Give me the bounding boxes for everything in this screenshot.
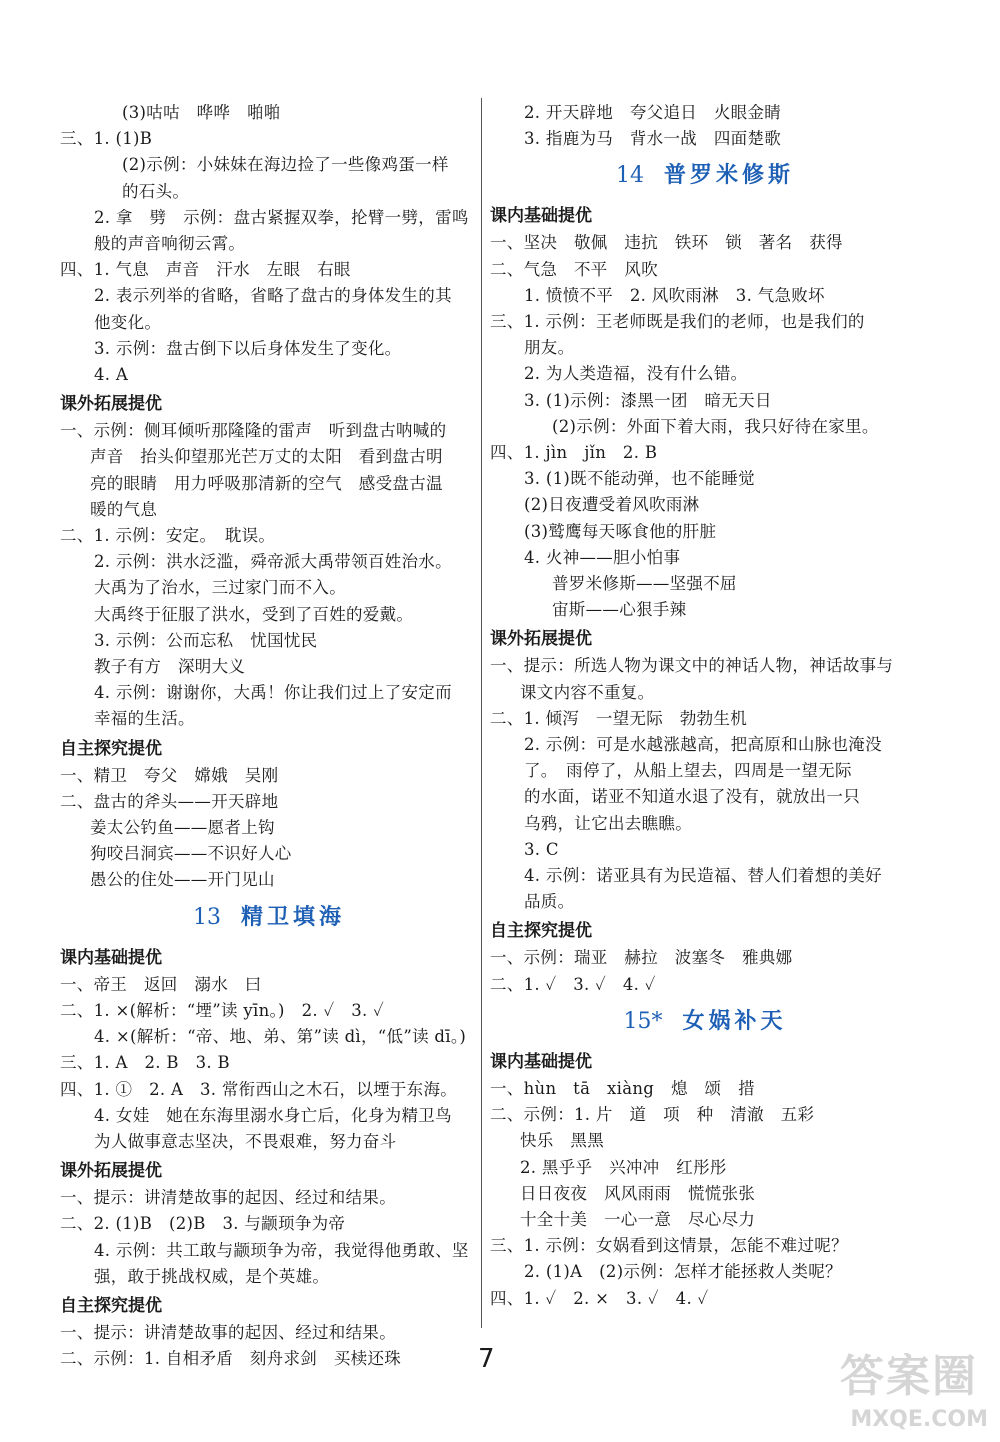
answer-line: 一、帝王 返回 溺水 曰	[60, 974, 262, 994]
column-divider	[481, 98, 482, 1328]
section-heading: 自主探究提优	[490, 921, 592, 942]
answer-line: 十全十美 一心一意 尽心尽力	[520, 1209, 756, 1229]
answer-line: 普罗米修斯——坚强不屈	[552, 574, 737, 594]
answer-line: 2. 示例：洪水泛滥，舜帝派大禹带领百姓治水。	[94, 552, 452, 572]
lesson-title	[490, 152, 920, 200]
left-column	[60, 100, 478, 1372]
answer-line: 2. 黑乎乎 兴冲冲 红彤彤	[520, 1157, 727, 1177]
lesson-number: 13	[192, 904, 221, 930]
answer-line: 4. 女娃 她在东海里溺水身亡后，化身为精卫鸟	[94, 1105, 452, 1125]
answer-line: 4. 示例：共工敢与颛顼争为帝，我觉得他勇敢、坚	[94, 1240, 469, 1260]
answer-line: 为人做事意志坚决，不畏艰难，努力奋斗	[94, 1131, 397, 1151]
answer-line: 二、盘古的斧头——开天辟地	[60, 791, 279, 811]
answer-line: 日日夜夜 风风雨雨 慌慌张张	[520, 1183, 756, 1203]
answer-line: 2. (1)A (2)示例：怎样才能拯救人类呢？	[524, 1262, 842, 1282]
answer-line: 一、提示：讲清楚故事的起因、经过和结果。	[60, 1322, 396, 1342]
answer-line: 乌鸦，让它出去瞧瞧。	[524, 813, 692, 833]
answer-line: 课文内容不重复。	[520, 682, 655, 702]
answer-line: 强，敢于挑战权威，是个英雄。	[94, 1266, 330, 1286]
answer-line: 3. (1)示例：漆黑一团 暗无天日	[524, 390, 772, 410]
answer-line: 他变化。	[94, 312, 162, 332]
section-heading: 课外拓展提优	[490, 629, 592, 650]
answer-line: 2. 开天辟地 夸父追日 火眼金睛	[524, 103, 782, 122]
answer-line: 大禹终于征服了洪水，受到了百姓的爱戴。	[94, 604, 414, 624]
answer-line: 2. 表示列举的省略，省略了盘古的身体发生的其	[94, 286, 452, 306]
answer-line: 三、1. A 2. B 3. B	[60, 1053, 230, 1073]
section-heading: 课外拓展提优	[60, 1161, 162, 1182]
answer-line: 四、1. jìn jǐn 2. B	[490, 443, 658, 463]
answer-line: (3)鹫鹰每天啄食他的肝脏	[524, 521, 717, 541]
answer-line: 一、示例：侧耳倾听那隆隆的雷声 听到盘古呐喊的	[60, 421, 447, 441]
answer-line: 四、1. 气息 声音 汗水 左眼 右眼	[60, 260, 351, 280]
answer-line: 3. C	[524, 839, 559, 859]
right-column	[490, 100, 920, 1312]
answer-line: 二、1. 示例：安定。 耽误。	[60, 526, 276, 546]
answer-line: 二、1. 倾泻 一望无际 勃勃生机	[490, 708, 748, 728]
lesson-title	[490, 998, 920, 1046]
answer-line: 4. ×(解析：“帝、地、弟、第”读 dì，“低”读 dī。)	[94, 1027, 467, 1047]
section-heading: 自主探究提优	[60, 738, 162, 759]
lesson-number: 14	[615, 163, 644, 189]
answer-line: 宙斯——心狠手辣	[552, 600, 687, 620]
answer-line: 一、提示：讲清楚故事的起因、经过和结果。	[60, 1188, 396, 1208]
answer-line: 了。 雨停了，从船上望去，四周是一望无际	[524, 761, 852, 781]
answer-line: 的水面，诺亚不知道水退了没有，就放出一只	[524, 787, 860, 807]
answer-line: (2)示例：小妹妹在海边捡了一些像鸡蛋一样	[122, 155, 449, 175]
answer-line: (3)咕咕 哗哗 啪啪	[122, 103, 281, 122]
answer-line: 二、示例：1. 片 道 项 种 清澈 五彩	[490, 1105, 815, 1125]
answer-line: 一、示例：瑞亚 赫拉 波塞冬 雅典娜	[490, 948, 793, 968]
answer-line: 亮的眼睛 用力呼吸那清新的空气 感受盘古温	[90, 473, 443, 493]
answer-line: 2. 示例：可是水越涨越高，把高原和山脉也淹没	[524, 735, 882, 755]
answer-line: 姜太公钓鱼——愿者上钩	[90, 818, 275, 838]
answer-line: 3. (1)既不能动弹，也不能睡觉	[524, 469, 755, 489]
answer-line: 二、示例：1. 自相矛盾 刻舟求剑 买椟还珠	[60, 1349, 402, 1369]
answer-line: 愚公的住处——开门见山	[90, 870, 275, 890]
answer-line: 3. 指鹿为马 背水一战 四面楚歌	[524, 129, 782, 149]
answer-line: 2. 为人类造福，没有什么错。	[524, 364, 748, 384]
answer-line: 狗咬吕洞宾——不识好人心	[90, 844, 292, 864]
section-heading: 自主探究提优	[60, 1295, 162, 1316]
answer-line: 的石头。	[122, 181, 190, 201]
answer-line: 一、提示：所选人物为课文中的神话人物，神话故事与	[490, 656, 894, 676]
answer-line: 三、1. (1)B	[60, 129, 153, 149]
page-number: 7	[478, 1344, 495, 1374]
answer-line: 4. A	[94, 365, 129, 385]
answer-line: 声音 抬头仰望那光芒万丈的太阳 看到盘古明	[90, 447, 443, 467]
answer-line: 1. 愤愤不平 2. 风吹雨淋 3. 气急败坏	[524, 285, 825, 305]
section-heading: 课内基础提优	[490, 1051, 592, 1072]
answer-line: 4. 示例：谢谢你，大禹！你让我们过上了安定而	[94, 683, 452, 703]
answer-line: 4. 示例：诺亚具有为民造福、替人们着想的美好	[524, 866, 882, 886]
answer-line: 二、2. (1)B (2)B 3. 与颛顼争为帝	[60, 1214, 346, 1234]
answer-line: 3. 示例：盘古倒下以后身体发生了变化。	[94, 338, 402, 358]
answer-line: 朋友。	[524, 338, 575, 358]
answer-line: 快乐 黑黑	[520, 1131, 604, 1151]
section-heading: 课内基础提优	[60, 947, 162, 968]
answer-line: (2)示例：外面下着大雨，我只好待在家里。	[552, 416, 879, 436]
answer-line: 四、1. ✓ 2. × 3. ✓ 4. ✓	[490, 1288, 709, 1308]
watermark-logo	[813, 1340, 988, 1432]
answer-line: 大禹为了治水，三过家门而不入。	[94, 578, 346, 598]
lesson-name: 普罗米修斯	[663, 163, 794, 189]
answer-line: 般的声音响彻云霄。	[94, 234, 246, 254]
answer-line: 4. 火神——胆小怕事	[524, 547, 681, 567]
answer-line: 暖的气息	[90, 499, 158, 519]
lesson-name: 女娲补天	[682, 1008, 787, 1034]
watermark-url: MXQE.COM	[850, 1407, 988, 1432]
answer-line: 三、1. 示例：王老师既是我们的老师，也是我们的	[490, 312, 865, 332]
answer-line: 二、1. ✓ 3. ✓ 4. ✓	[490, 974, 656, 994]
answer-line: 2. 拿 劈 示例：盘古紧握双拳，抡臂一劈，雷鸣	[94, 207, 469, 227]
answer-line: 3. 示例：公而忘私 忧国忧民	[94, 630, 318, 650]
lesson-number: 15*	[623, 1008, 663, 1034]
answer-line: 一、hùn tā xiàng 熄 颂 措	[490, 1078, 755, 1098]
section-heading: 课外拓展提优	[60, 394, 162, 415]
answer-line: 品质。	[524, 892, 575, 912]
lesson-name: 精卫填海	[240, 904, 345, 930]
answer-line: 一、精卫 夸父 嫦娥 吴刚	[60, 765, 279, 785]
answer-line: 二、气急 不平 风吹	[490, 259, 658, 279]
answer-line: 教子有方 深明大义	[94, 657, 246, 677]
answer-line: (2)日夜遭受着风吹雨淋	[524, 495, 700, 515]
answer-line: 二、1. ×(解析：“堙”读 yīn。) 2. ✓ 3. ✓	[60, 1000, 385, 1020]
answer-line: 四、1. ① 2. A 3. 常衔西山之木石，以堙于东海。	[60, 1079, 458, 1099]
answer-line: 一、坚决 敬佩 违抗 铁环 锁 著名 获得	[490, 233, 843, 253]
section-heading: 课内基础提优	[490, 206, 592, 227]
watermark-text: 答案圈	[840, 1351, 978, 1402]
lesson-title	[60, 894, 478, 942]
answer-line: 幸福的生活。	[94, 709, 195, 729]
answer-line: 三、1. 示例：女娲看到这情景，怎能不难过呢？	[490, 1236, 848, 1256]
